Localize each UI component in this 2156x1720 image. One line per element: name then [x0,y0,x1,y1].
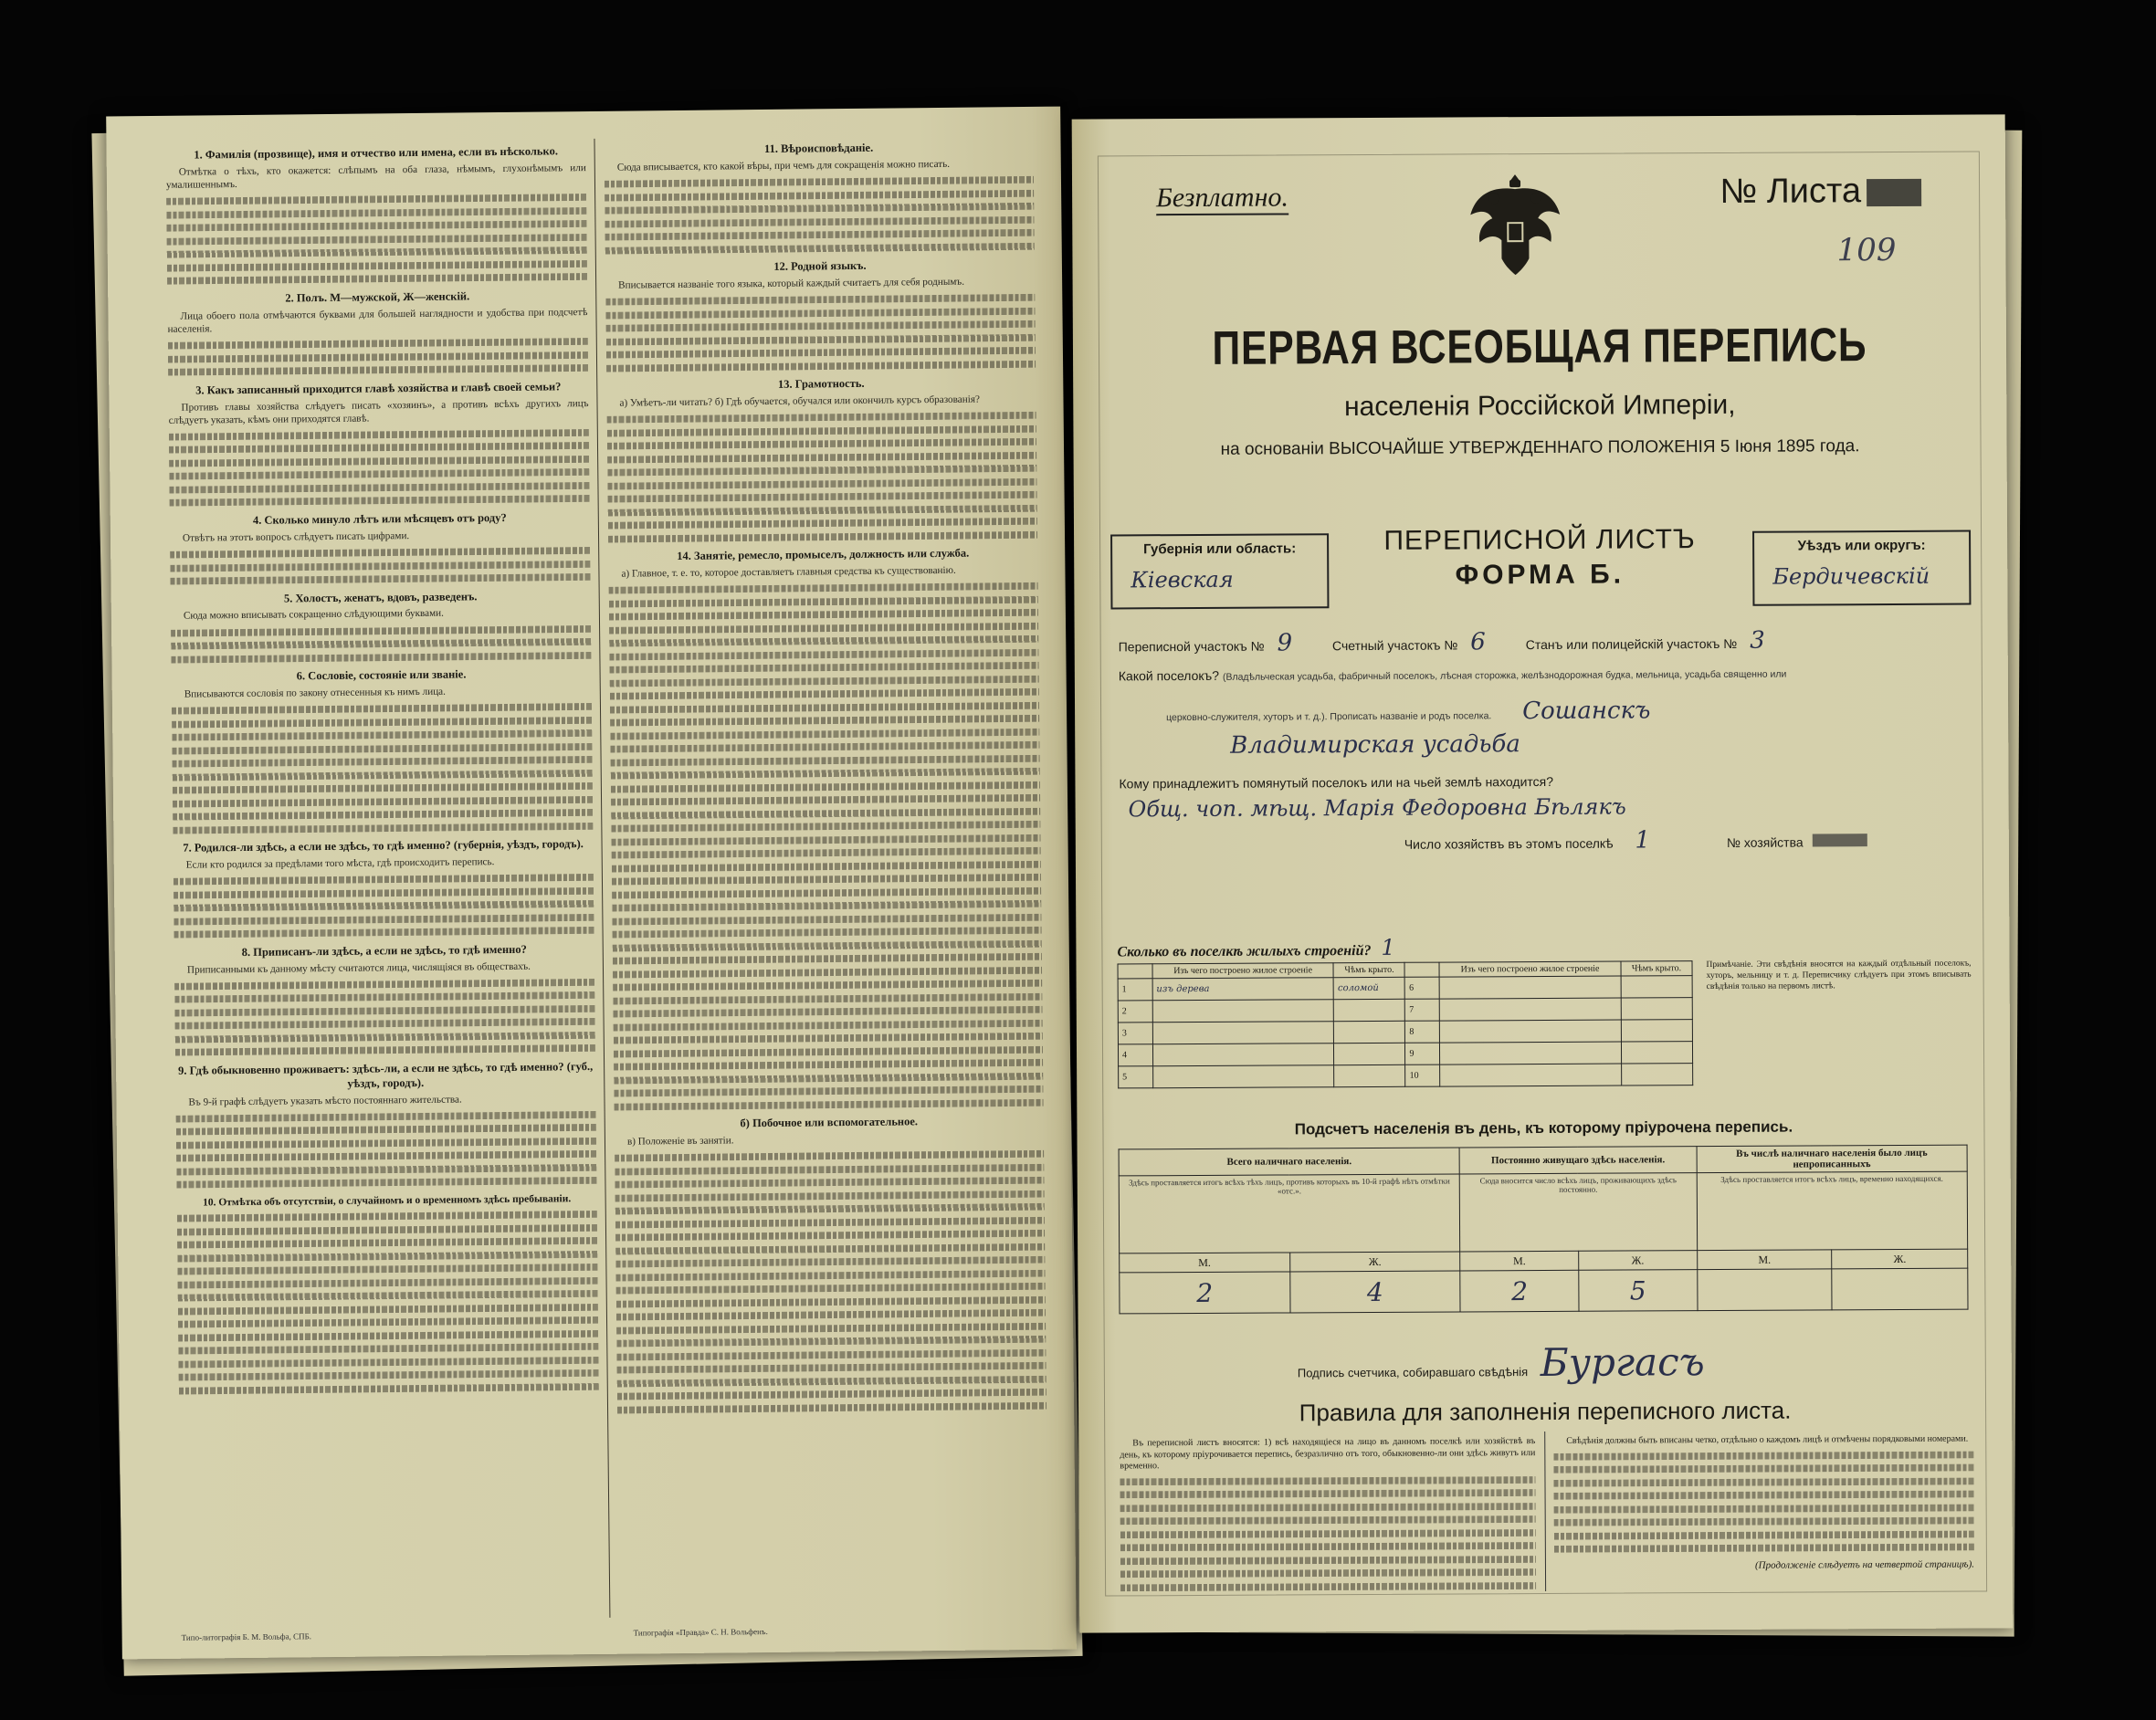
sex-label-female: Ж. [1832,1249,1968,1269]
building-roof [1334,1043,1405,1065]
province-label: Губернія или область: [1142,540,1297,558]
section-title: 8. Приписанъ-ли здѣсь, а если не здѣсь, то гдѣ именно? [241,942,527,959]
section-text: Вписывается названіе того языка, который каждый считаетъ для себя роднымъ. [618,276,965,291]
building-material [1439,998,1621,1021]
building-material [1440,1042,1622,1065]
owner-label: Кому принадлежитъ помянутый поселокъ или на чьей землѣ находится? [1119,773,1554,792]
unregistered-female-count [1832,1268,1968,1310]
building-material [1152,1044,1334,1066]
body-text-lines [607,409,1037,545]
body-text-lines [176,1108,597,1191]
census-precinct-label: Переписной участокъ № [1118,638,1265,655]
building-number: 6 [1405,977,1440,999]
building-material [1440,1020,1622,1043]
counting-precinct-label: Счетный участокъ № [1331,637,1458,654]
building-roof [1621,1020,1692,1042]
buildings-table [1118,960,1694,1088]
rules-heading: Правила для заполненія переписного листа. [1299,1396,1792,1427]
sex-label-male: М. [1697,1250,1832,1270]
sex-label-female: Ж. [1579,1251,1698,1271]
section-title: 4. Сколько минуло лѣтъ или мѣсяцевъ отъ роду? [252,510,507,527]
header-boxes [1110,524,1971,608]
sex-label-male: М. [1460,1251,1579,1271]
present-population-header: Всего наличнаго населенія. [1119,1148,1460,1176]
settlement-hint: (Владѣльческая усадьба, фабричный поселокъ, лѣсная сторожка, желѣзнодорожная будка, мельница, усадьба священно или [1222,668,1787,683]
household-number-label: № хозяйства [1726,834,1804,850]
building-roof [1334,1065,1405,1086]
section-title: 10. Отмѣтка объ отсутствіи, о случайномъ и о временномъ здѣсь пребываніи. [202,1193,572,1209]
body-text-lines [168,335,588,378]
building-material [1152,1022,1334,1044]
section-text: Отмѣтка о тѣхъ, кто окажется: слѣпымъ на оба глаза, нѣмымъ, глухонѣмымъ или умалишеннымъ. [165,162,586,191]
body-text-lines [1120,1474,1536,1594]
households-row [1404,825,1972,855]
unregistered-male-count [1697,1269,1832,1311]
dwellings-value: 1 [1381,934,1395,960]
material-header: Изъ чего построено жилое строеніе [1152,963,1334,979]
section-title: 9. Гдѣ обыкновенно проживаетъ: здѣсь-ли, а если не здѣсь, то гдѣ именно? (губ., уѣздъ, городъ). [177,1059,594,1090]
section-text: Вписываются сословія по закону отнесенныя къ нимъ лица. [184,686,446,700]
rules-right-column [1553,1434,1974,1574]
settlement-value: Сошанскъ [1522,697,1651,726]
body-text-lines [177,1208,599,1397]
section-text: Сюда вписывается, кто какой вѣры, при чемъ для сокращенія можно писать. [616,158,951,173]
section-title: 13. Грамотность. [777,377,865,392]
imprint-right: Типографія «Правда» С. Н. Вольфенъ. [633,1627,768,1638]
census-subtitle: населенія Россійской Имперіи, [1343,389,1736,423]
building-roof [1621,976,1692,998]
settlement-row-3 [1221,729,1972,760]
legal-basis: на основаніи ВЫСОЧАЙШЕ УТВЕРЖДЕННАГО ПОЛОЖЕНІЯ 5 Іюня 1895 года. [1220,436,1860,459]
form-type: ФОРМА Б. [1455,559,1625,591]
continuation-note: (Продолженіе слѣдуетъ на четвертой страницѣ). [1754,1558,1974,1571]
counting-precinct-value: 6 [1470,628,1486,656]
double-headed-eagle-emblem [1465,167,1566,287]
building-roof: соломой [1333,977,1404,999]
imprint-left: Типо-литографія Б. М. Вольфа, СПБ. [181,1631,312,1642]
settlement-row-2 [1166,696,1972,728]
building-material [1440,1064,1622,1086]
households-label: Число хозяйствъ въ этомъ поселкѣ [1404,835,1614,852]
table-row [1118,1020,1692,1044]
section-title: 11. Вѣроисповѣданіе. [763,141,874,155]
rules-right-text: Свѣдѣнія должны быть вписаны четко, отдѣльно о каждомъ лицѣ и отмѣчены порядковыми номерами. [1566,1433,1969,1446]
district-value: Бердичевскій [1772,562,1930,590]
dwellings-row [1117,935,1394,962]
body-text-lines [605,173,1035,257]
section-title: 12. Родной языкъ. [773,258,867,273]
ink-blot [1812,834,1867,846]
building-material [1439,976,1621,999]
section-title: 6. Сословіе, состояніе или званіе. [296,667,467,683]
section-text: Лица обоего пола отмѣчаются буквами для большей наглядности и удобства при подсчетѣ населенія. [167,306,588,335]
resident-male-count: 2 [1460,1270,1579,1312]
district-label: Уѣздъ или округъ: [1797,537,1926,554]
building-number: 4 [1118,1044,1152,1066]
table-row [1119,1064,1693,1088]
precinct-row [1119,626,1972,658]
population-count-table [1119,1145,1969,1315]
body-text-lines [169,426,590,509]
rules-left-column [1120,1436,1536,1594]
province-box [1110,533,1329,609]
pencil-archive-number: 109 [1836,231,1897,269]
building-number: 2 [1118,1001,1152,1023]
section-text: Въ 9-й графѣ слѣдуетъ указать мѣсто постояннаго жительства. [188,1094,462,1108]
note-text: Примѣчаніе. Эти свѣдѣнія вносятся на каждый отдѣльный поселокъ, хуторъ, мельницу и т. д. Переписчику слѣдуетъ при этомъ вписывать свѣдѣнія только на первомъ листѣ. [1706,959,1972,991]
body-text-lines [172,700,593,836]
section-text: а) Главное, т. е. то, которое доставляетъ главныя средства къ существованію. [621,564,956,580]
section-text: Если кто родился за предѣлами того мѣста, гдѣ происходитъ перепись. [185,856,495,871]
police-precinct-value: 3 [1750,626,1765,655]
left-column-2 [604,134,1048,1618]
table-row [1118,1042,1692,1066]
settlement-hint-2: церковно-служителя, хуторъ и т. д.). Прописать названіе и родъ поселка. [1166,710,1492,724]
sheet-number-label: № Листа [1720,172,1862,211]
sex-label-male: М. [1120,1253,1290,1273]
census-title: ПЕРВАЯ ВСЕОБЩАЯ ПЕРЕПИСЬ [1212,319,1867,375]
sheet-number [1720,172,1921,212]
building-number: 7 [1405,999,1440,1021]
body-text-lines [615,1148,1046,1416]
owner-value-row [1120,792,1972,823]
form-title: ПЕРЕПИСНОЙ ЛИСТЪ [1383,524,1696,556]
ink-blot [1867,179,1921,206]
building-number: 9 [1405,1043,1440,1065]
building-roof [1621,1042,1692,1064]
settlement-value-2: Владимирская усадьба [1230,730,1520,760]
roof-header: Чѣмъ крыто. [1333,962,1404,977]
left-column-1 [165,139,601,1622]
present-population-desc: Здѣсь проставляется итогъ всѣхъ тѣхъ лицъ, противъ которыхъ въ 10-й графѣ нѣтъ отмѣтки «отс.». [1119,1174,1460,1253]
body-text-lines [171,623,591,666]
rules-left-text: Въ переписной листъ вносятся: 1) всѣ находящіеся на лицо въ данномъ поселкѣ или хозяйствѣ въ день, къ которому пріурочивается перепись, безразлично отъ того, обыкновенно-ли они здѣсь живутъ или временно. [1120,1436,1536,1472]
section-text: в) Положеніе въ занятіи. [626,1135,734,1148]
left-page [106,107,1077,1660]
body-text-lines [174,871,594,940]
building-roof [1621,998,1692,1020]
households-value: 1 [1635,826,1651,855]
building-material [1152,1065,1334,1088]
section-title: 2. Полъ. М—мужской, Ж—женскій. [285,289,470,305]
signature: Бургасъ [1540,1339,1705,1386]
section-title: 7. Родился-ли здѣсь, а если не здѣсь, то гдѣ именно? (губернія, уѣздъ, городъ). [183,837,584,855]
owner-value: Общ. чоп. мѣщ. Марія Федоровна Бѣлякъ [1128,793,1626,823]
census-precinct-value: 9 [1277,629,1293,657]
building-number: 8 [1405,1021,1440,1043]
free-label: Безплатно. [1156,182,1288,215]
building-number: 10 [1405,1065,1440,1086]
section-text: Противъ главы хозяйства слѣдуетъ писать «хозяинъ», а противъ всѣхъ другихъ лицъ слѣдуетъ указать, кѣмъ они приходятся главѣ. [168,397,589,426]
body-text-lines [166,191,587,287]
enumerator-signature-row [1298,1339,1705,1386]
section-text: а) Умѣетъ-ли читать? б) Гдѣ обучается, обучался или окончилъ курсъ образованія? [619,393,980,409]
roof-header-2: Чѣмъ крыто. [1621,961,1692,976]
section-title: 3. Какъ записанный приходится главѣ хозяйства и главѣ своей семьи? [195,379,562,397]
police-precinct-label: Станъ или полицейскій участокъ № [1525,635,1738,653]
unregistered-desc: Здѣсь проставляется итогъ всѣхъ лицъ, временно находящихся. [1697,1171,1968,1251]
section-text: Приписанными къ данному мѣсту считаются лица, числящіяся въ обществахъ. [186,960,531,976]
body-text-lines [174,976,595,1059]
body-text-lines [609,580,1044,1113]
table-row [1118,976,1692,1001]
section-title: 5. Холостъ, женатъ, вдовъ, разведенъ. [283,589,478,605]
section-title: 14. Занятіе, ремесло, промыселъ, должность или служба. [677,546,970,563]
building-number: 1 [1118,979,1152,1001]
sex-label-female: Ж. [1289,1252,1460,1272]
table-row [1118,998,1692,1023]
building-number: 3 [1118,1023,1152,1044]
building-material [1152,1000,1334,1023]
building-roof [1334,1021,1405,1043]
settlement-label: Какой поселокъ? [1118,667,1220,684]
resident-population-header: Постоянно живущаго здѣсь населенія. [1459,1147,1696,1174]
body-text-lines [1553,1448,1974,1555]
district-box [1752,530,1971,606]
section-text: Отвѣтъ на этотъ вопросъ слѣдуетъ писать цифрами. [182,530,410,544]
right-page [1072,114,2014,1632]
resident-female-count: 5 [1579,1270,1698,1312]
body-text-lines [170,544,590,587]
body-text-lines [605,291,1036,374]
building-number: 5 [1119,1066,1153,1088]
section-title: 1. Фамилія (прозвище), имя и отчество или имена, если въ нѣсколько. [194,144,558,162]
signature-label: Подпись счетчика, собиравшаго свѣдѣнія [1297,1365,1529,1380]
building-material: изъ дерева [1152,978,1334,1001]
province-value: Кіевская [1131,566,1234,593]
dwellings-label: Сколько въ поселкѣ жилыхъ строеній? [1117,942,1372,960]
present-female-count: 4 [1289,1271,1460,1313]
material-header-2: Изъ чего построено жилое строеніе [1439,961,1621,977]
present-male-count: 2 [1120,1272,1290,1314]
building-roof [1334,999,1405,1021]
unregistered-header: Въ числѣ наличнаго населенія было лицъ непрописанныхъ [1697,1145,1968,1173]
building-roof [1621,1064,1692,1085]
population-count-heading: Подсчетъ населенія въ день, къ которому пріурочена перепись. [1294,1117,1793,1138]
resident-population-desc: Сюда вносится число всѣхъ лицъ, проживающихъ здѣсь постоянно. [1460,1173,1698,1252]
section-title: б) Побочное или вспомогательное. [740,1115,919,1130]
section-text: Сюда можно вписывать сокращенно слѣдующими буквами. [183,608,445,623]
form-title-box [1339,524,1741,604]
